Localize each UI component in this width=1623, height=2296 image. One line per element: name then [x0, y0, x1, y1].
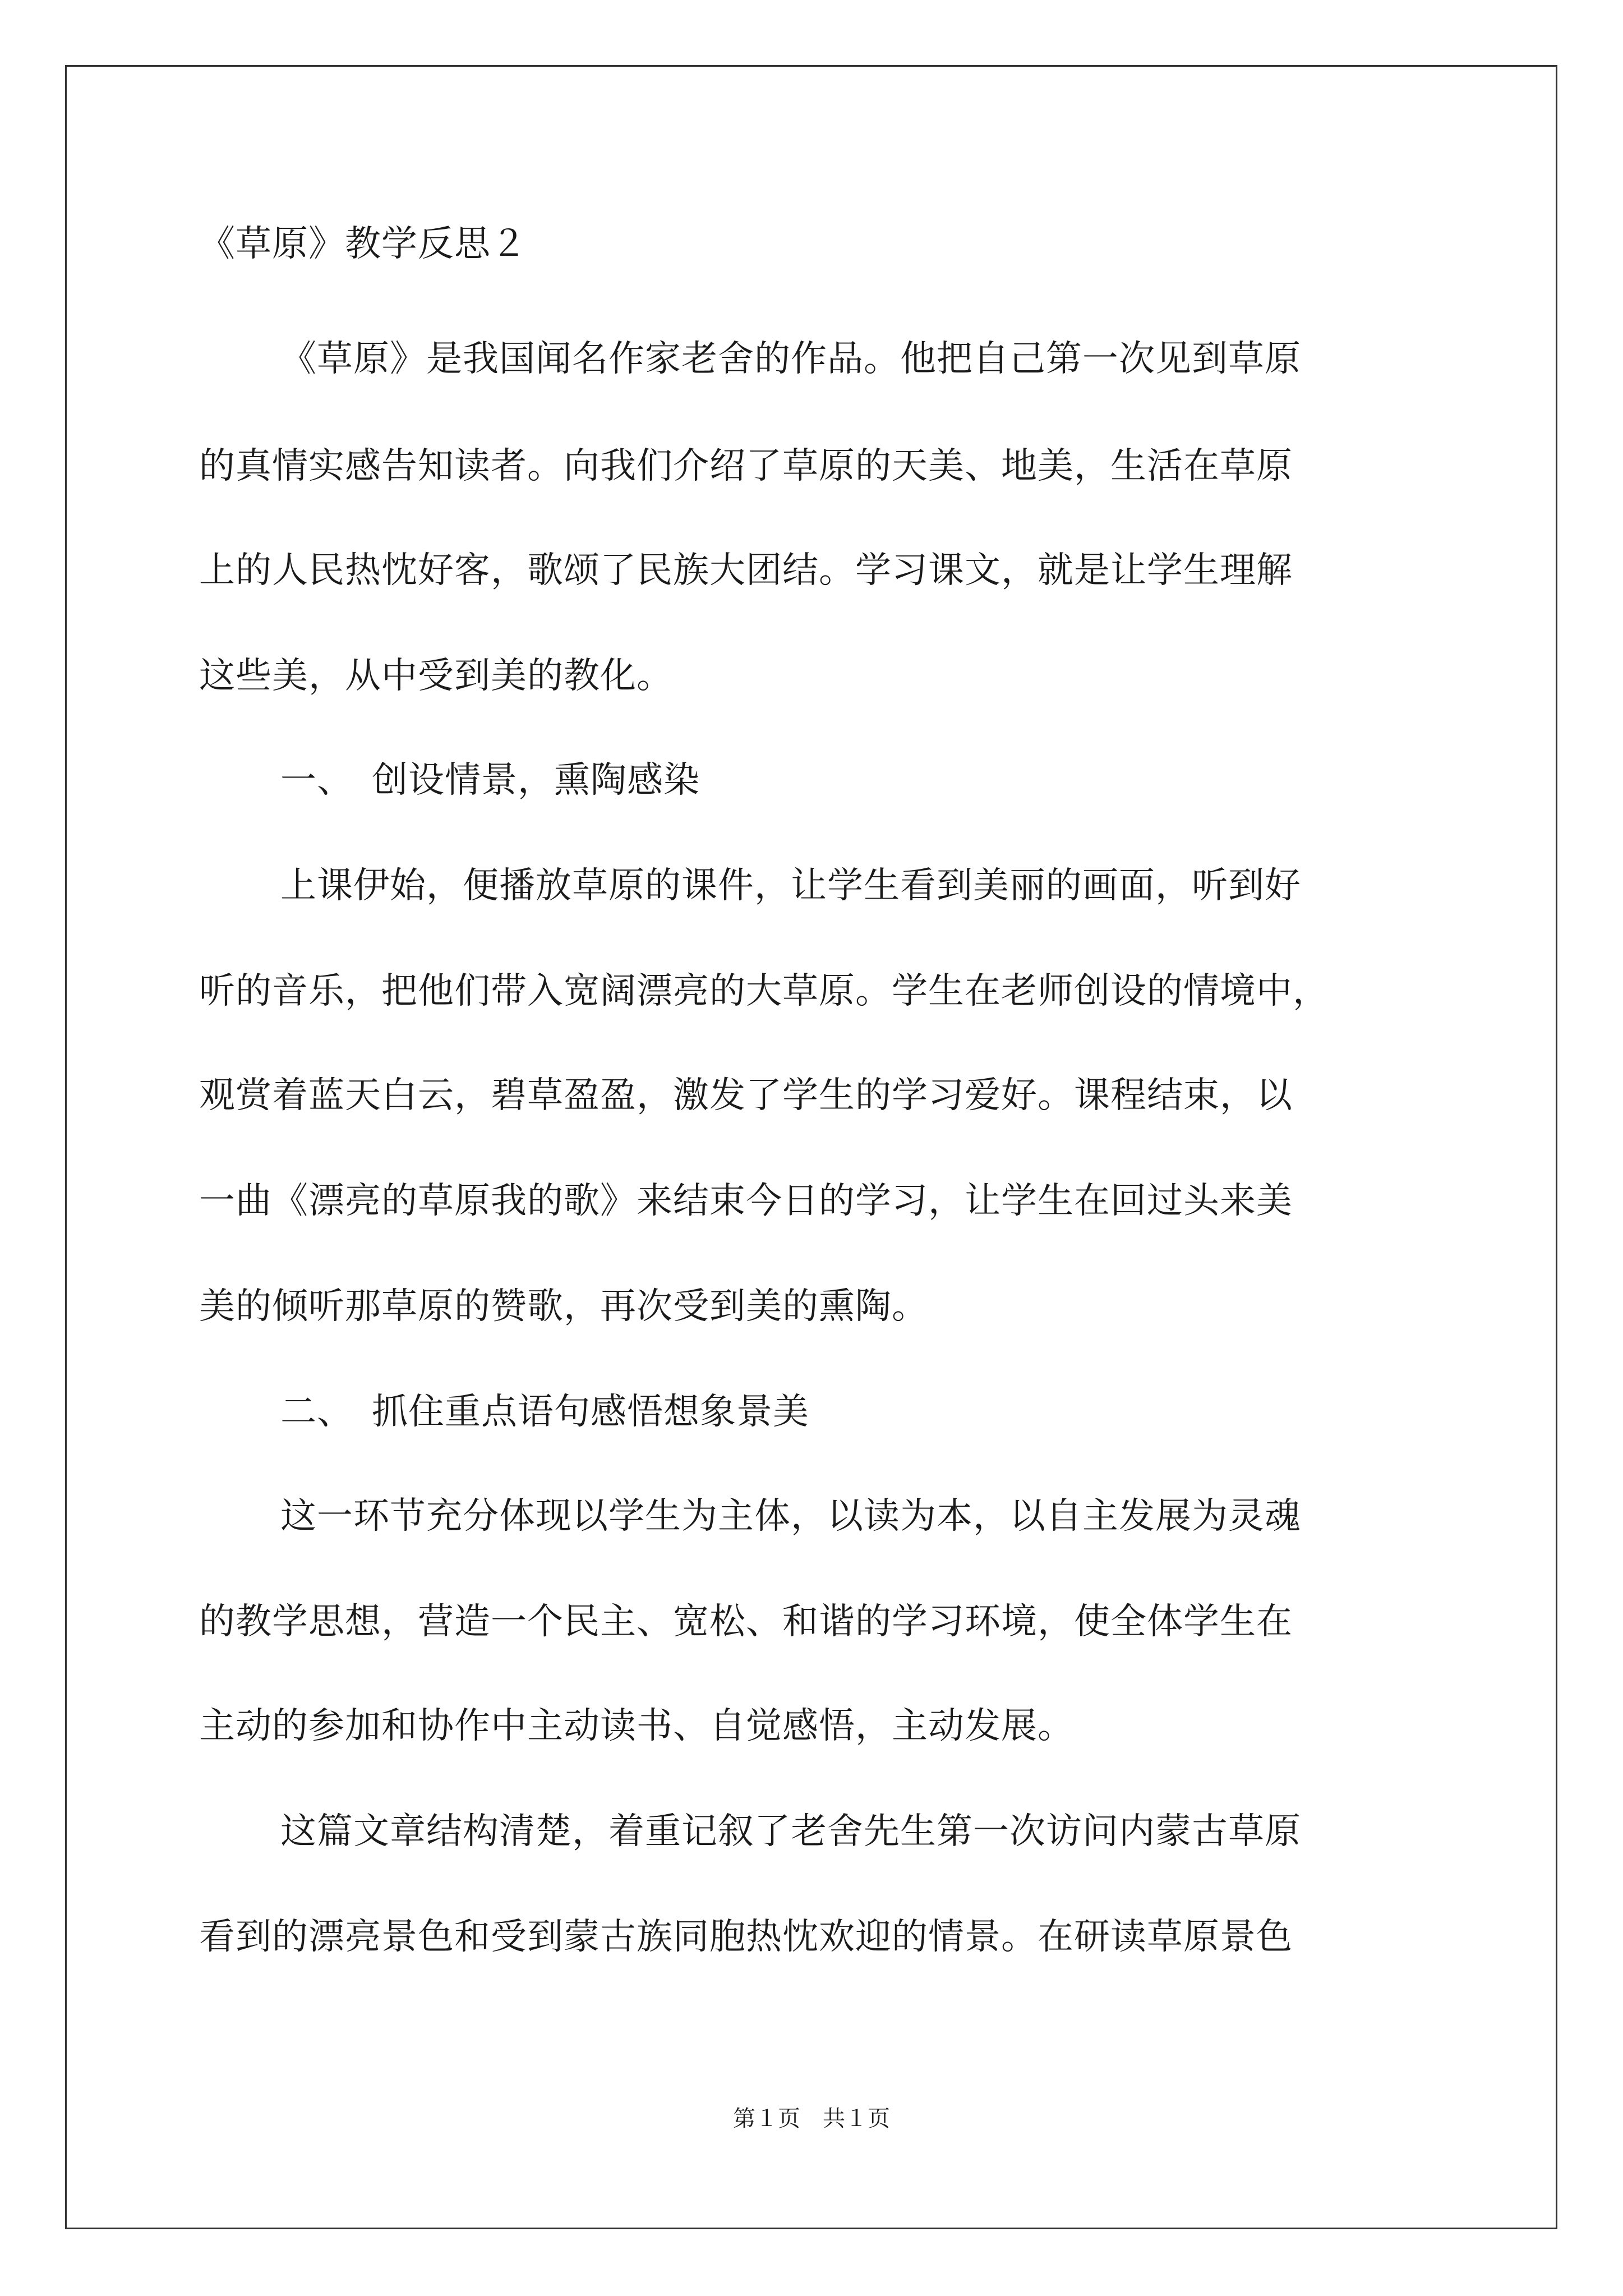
- paragraph-line: 上课伊始，便播放草原的课件，让学生看到美丽的画面，听到好: [280, 865, 1301, 907]
- page-border: [65, 65, 1557, 2229]
- paragraph-line: 主动的参加和协作中主动读书、自觉感悟，主动发展。: [199, 1705, 1074, 1747]
- paragraph-line: 的教学思想，营造一个民主、宽松、和谐的学习环境，使全体学生在: [199, 1601, 1293, 1642]
- document-title: 《草原》教学反思２: [199, 223, 527, 265]
- paragraph-line: 这一环节充分体现以学生为主体，以读为本，以自主发展为灵魂: [280, 1496, 1301, 1537]
- paragraph-line: 听的音乐，把他们带入宽阔漂亮的大草原。学生在老师创设的情境中，: [199, 970, 1329, 1012]
- paragraph-line: 一曲《漂亮的草原我的歌》来结束今日的学习，让学生在回过头来美: [199, 1180, 1293, 1222]
- paragraph-line: 上的人民热忱好客，歌颂了民族大团结。学习课文，就是让学生理解: [199, 550, 1293, 591]
- paragraph-line: 观赏着蓝天白云，碧草盈盈，激发了学生的学习爱好。课程结束，以: [199, 1075, 1293, 1116]
- paragraph-line: 这篇文章结构清楚，着重记叙了老舍先生第一次访问内蒙古草原: [280, 1811, 1301, 1852]
- page-footer: 第１页 共１页: [733, 2106, 890, 2132]
- paragraph-line: 看到的漂亮景色和受到蒙古族同胞热忱欢迎的情景。在研读草原景色: [199, 1916, 1293, 1958]
- paragraph-line: 《草原》是我国闻名作家老舍的作品。他把自己第一次见到草原: [280, 338, 1301, 380]
- section-heading: 二、 抓住重点语句感悟想象景美: [280, 1391, 809, 1433]
- paragraph-line: 美的倾听那草原的赞歌，再次受到美的熏陶。: [199, 1286, 928, 1327]
- paragraph-line: 这些美，从中受到美的教化。: [199, 655, 673, 697]
- section-heading: 一、 创设情景，熏陶感染: [280, 760, 700, 801]
- paragraph-line: 的真情实感告知读者。向我们介绍了草原的天美、地美，生活在草原: [199, 445, 1293, 487]
